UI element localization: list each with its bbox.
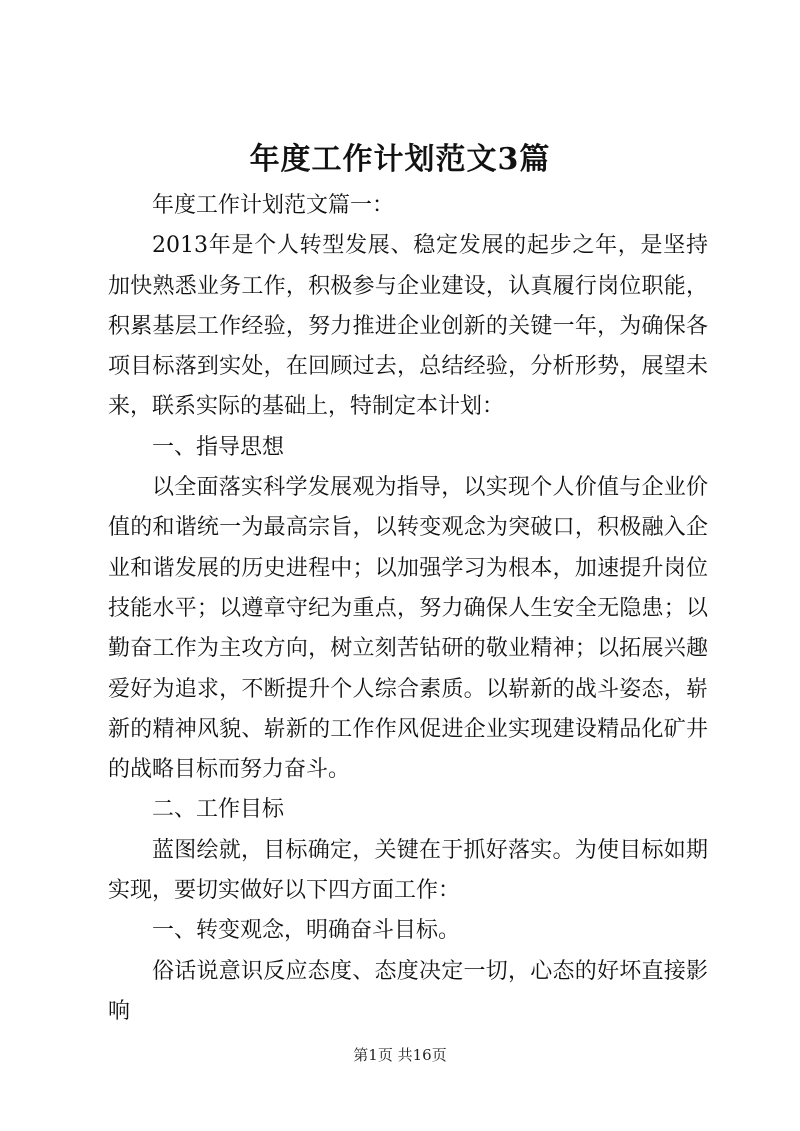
- section-heading: 一、指导思想: [152, 434, 285, 460]
- intro-paragraph: 2013年是个人转型发展、稳定发展的起步之年，是坚持加快熟悉业务工作，积极参与企业建设，认真履行岗位职能，积累基层工作经验，努力推进企业创新的关键一年，为确保各项目标落到实处，在回顾过去，总结经验，分析形势，展望未来，联系实际的基础上，特制定本计划：: [108, 233, 708, 420]
- page-footer: 第1页 共16页: [353, 1046, 447, 1064]
- document-title: 年度工作计划范文3篇: [249, 142, 551, 177]
- body-paragraph: 俗话说意识反应态度、态度决定一切，心态的好坏直接影响: [108, 958, 708, 1024]
- work-goal-paragraph: 蓝图绘就，目标确定，关键在于抓好落实。为使目标如期实现，要切实做好以下四方面工作：: [108, 837, 708, 904]
- subsection-heading: 一、转变观念，明确奋斗目标。: [152, 918, 461, 944]
- document-body: [108, 186, 708, 1032]
- section-heading: 二、工作目标: [152, 797, 285, 823]
- section-heading: 年度工作计划范文篇一：: [152, 193, 395, 218]
- guiding-thought-paragraph: 以全面落实科学发展观为指导，以实现个人价值与企业价值的和谐统一为最高宗旨，以转变观念为突破口，积极融入企业和谐发展的历史进程中；以加强学习为根本，加速提升岗位技能水平；以遵章守纪为重点，努力确保人生安全无隐患；以勤奋工作为主攻方向，树立刻苦钻研的敬业精神；以拓展兴趣爱好为追求，不断提升个人综合素质。以崭新的战斗姿态，崭新的精神风貌、崭新的工作作风促进企业实现建设精品化矿井的战略目标而努力奋斗。: [108, 475, 708, 783]
